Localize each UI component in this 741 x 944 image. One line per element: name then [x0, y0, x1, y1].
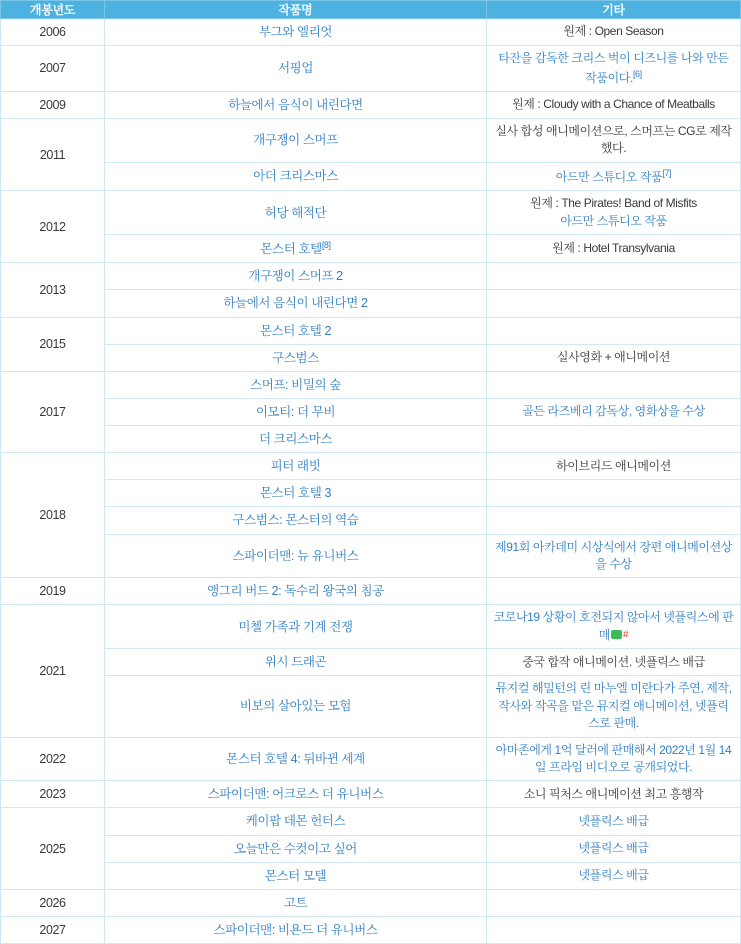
table-row [1, 234, 741, 262]
cell-note[interactable] [487, 46, 741, 92]
cell-title[interactable] [105, 290, 487, 317]
title-link[interactable]: 앵그리 버드 2: 독수리 왕국의 침공 [207, 584, 384, 599]
title-link[interactable]: 비보의 살아있는 모험 [239, 699, 352, 714]
cell-title[interactable] [105, 737, 487, 781]
cell-note [487, 91, 741, 118]
cell-note[interactable] [487, 162, 741, 190]
cell-note [487, 781, 741, 808]
cell-title[interactable] [105, 507, 487, 534]
title-link[interactable]: 서핑업 [277, 61, 314, 76]
cell-title[interactable] [105, 371, 487, 398]
cell-title[interactable] [105, 835, 487, 862]
cell-title[interactable] [105, 649, 487, 676]
money-badge-icon [611, 630, 622, 639]
column-header-note: 기타 [487, 1, 741, 19]
footnote-marker[interactable]: [8] [321, 239, 331, 250]
cell-title[interactable] [105, 862, 487, 889]
table-header [1, 1, 741, 19]
cell-note [487, 263, 741, 290]
cell-year: 2013 [1, 263, 105, 317]
cell-note[interactable] [487, 534, 741, 578]
cell-year: 2007 [1, 46, 105, 92]
cell-note [487, 344, 741, 371]
cell-note [487, 234, 741, 262]
note-text: 원제 : Hotel Transylvania [552, 240, 675, 255]
table-row [1, 46, 741, 92]
title-link[interactable]: 몬스터 호텔 4: 뒤바뀐 세계 [226, 751, 365, 766]
title-link[interactable]: 이모티: 더 무비 [255, 404, 336, 419]
cell-year: 2022 [1, 737, 105, 781]
column-header-year: 개봉년도 [1, 1, 105, 19]
title-link[interactable]: 부그와 엘리엇 [258, 25, 333, 39]
note-text: 원제 : Cloudy with a Chance of Meatballs [512, 97, 715, 112]
cell-note [487, 453, 741, 480]
title-link[interactable]: 하늘에서 음식이 내린다면 [228, 97, 363, 112]
note-text[interactable]: 코로나19 상황이 호전되지 않아서 넷플릭스에 판매 [493, 610, 734, 642]
cell-title[interactable] [105, 916, 487, 943]
table-row [1, 480, 741, 507]
title-link[interactable]: 구스범스: 몬스터의 역습 [232, 513, 359, 528]
cell-title[interactable] [105, 344, 487, 371]
note-text[interactable]: 아마존에게 1억 달러에 판매해서 2022년 1월 14일 프라임 비디오로 공개되었다. [495, 742, 732, 774]
cell-note [487, 889, 741, 916]
table-row [1, 317, 741, 344]
note-text[interactable]: 넷플릭스 배급 [578, 813, 649, 828]
note-text[interactable]: 넷플릭스 배급 [578, 840, 649, 855]
table-row [1, 916, 741, 943]
title-link[interactable]: 스파이더맨: 뉴 유니버스 [232, 548, 359, 563]
title-link[interactable]: 몬스터 호텔 [260, 242, 322, 257]
table-row [1, 263, 741, 290]
cell-year: 2019 [1, 578, 105, 605]
cell-title[interactable] [105, 578, 487, 605]
title-link[interactable]: 허당 해적단 [264, 205, 327, 220]
column-header-title: 작품명 [105, 1, 487, 19]
cell-title[interactable] [105, 46, 487, 92]
hash-icon: # [623, 629, 629, 641]
cell-title[interactable] [105, 605, 487, 649]
title-link[interactable]: 고트 [283, 895, 308, 910]
footnote-marker[interactable]: [7] [662, 167, 672, 178]
cell-note [487, 649, 741, 676]
cell-note[interactable] [487, 737, 741, 781]
table-row [1, 398, 741, 425]
cell-note [487, 290, 741, 317]
cell-title[interactable] [105, 398, 487, 425]
table-row [1, 191, 741, 235]
cell-title[interactable] [105, 781, 487, 808]
title-link[interactable]: 스파이더맨: 어크로스 더 유니버스 [207, 787, 384, 802]
cell-note[interactable] [487, 808, 741, 835]
note-text[interactable]: 타잔을 감독한 크리스 벅이 디즈니를 나와 만든 작품이다. [498, 51, 729, 85]
title-link[interactable]: 하늘에서 음식이 내린다면 2 [223, 296, 368, 311]
cell-note [487, 317, 741, 344]
note-text: 원제 : Open Season [563, 24, 664, 39]
cell-title[interactable] [105, 263, 487, 290]
table-row [1, 371, 741, 398]
table-body [1, 19, 741, 944]
table-row [1, 676, 741, 737]
cell-year: 2012 [1, 191, 105, 263]
cell-title[interactable] [105, 162, 487, 190]
cell-note [487, 371, 741, 398]
title-link[interactable]: 개구쟁이 스머프 2 [248, 269, 343, 284]
note-text: 중국 합작 애니메이션. 넷플릭스 배급 [522, 654, 705, 669]
cell-year: 2015 [1, 317, 105, 371]
note-line[interactable]: 아드만 스튜디오 작품 [560, 213, 667, 228]
title-link[interactable]: 오늘만은 수컷이고 싶어 [234, 841, 357, 856]
cell-title[interactable] [105, 191, 487, 235]
title-link[interactable]: 개구쟁이 스머프 [253, 133, 338, 148]
table-row [1, 781, 741, 808]
title-link[interactable]: 위시 드래곤 [264, 655, 327, 670]
cell-title[interactable] [105, 91, 487, 118]
footnote-marker[interactable]: [6] [632, 68, 642, 79]
table-row [1, 862, 741, 889]
table-row [1, 344, 741, 371]
table-header-row [1, 1, 741, 19]
table-row [1, 453, 741, 480]
cell-note [487, 916, 741, 943]
cell-note [487, 191, 741, 235]
cell-note [487, 119, 741, 163]
cell-note[interactable] [487, 862, 741, 889]
title-link[interactable]: 스파이더맨: 비욘드 더 유니버스 [213, 922, 378, 937]
title-link[interactable]: 아더 크리스마스 [253, 169, 338, 184]
cell-title[interactable] [105, 676, 487, 737]
cell-title[interactable] [105, 317, 487, 344]
title-link[interactable]: 케이팝 데몬 헌터스 [245, 814, 346, 829]
title-link[interactable]: 구스범스 [272, 350, 319, 365]
table-row [1, 162, 741, 190]
cell-note [487, 507, 741, 534]
table-row [1, 889, 741, 916]
cell-year: 2017 [1, 371, 105, 452]
note-text: 실사 합성 애니메이션으로, 스머프는 CG로 제작했다. [495, 124, 732, 156]
cell-title[interactable] [105, 534, 487, 578]
cell-note [487, 578, 741, 605]
note-text: 실사영화 + 애니메이션 [556, 350, 671, 364]
title-link[interactable]: 피터 래빗 [270, 459, 321, 474]
title-link[interactable]: 몬스터 모텔 [264, 868, 327, 883]
cell-year: 2025 [1, 808, 105, 889]
table-row [1, 91, 741, 118]
table-row [1, 290, 741, 317]
table-row [1, 507, 741, 534]
note-line: 원제 : The Pirates! Band of Misfits [530, 196, 697, 211]
table-row [1, 649, 741, 676]
table-row [1, 737, 741, 781]
cell-year: 2009 [1, 91, 105, 118]
cell-title[interactable] [105, 19, 487, 46]
cell-year: 2011 [1, 119, 105, 191]
cell-title[interactable] [105, 808, 487, 835]
note-text[interactable]: 골든 라즈베리 감독상, 영화상을 수상 [522, 404, 705, 419]
cell-note[interactable] [487, 835, 741, 862]
table-row [1, 426, 741, 453]
note-text: 소니 픽처스 애니메이션 최고 흥행작 [523, 786, 704, 801]
note-text[interactable]: 제91회 아카데미 시상식에서 장편 애니메이션상을 수상 [495, 539, 732, 571]
table-row [1, 19, 741, 46]
cell-title[interactable] [105, 889, 487, 916]
cell-year: 2026 [1, 889, 105, 916]
cell-note[interactable] [487, 676, 741, 737]
cell-year: 2023 [1, 781, 105, 808]
table-row [1, 605, 741, 649]
note-text[interactable]: 아드만 스튜디오 작품 [555, 169, 663, 184]
cell-title[interactable] [105, 234, 487, 262]
table-row [1, 808, 741, 835]
cell-title[interactable] [105, 426, 487, 453]
cell-note [487, 19, 741, 46]
cell-note [487, 426, 741, 453]
note-text: 하이브리드 애니메이션 [556, 458, 671, 473]
cell-title[interactable] [105, 453, 487, 480]
cell-note [487, 480, 741, 507]
cell-year: 2027 [1, 916, 105, 943]
cell-note[interactable] [487, 605, 741, 649]
table-row [1, 835, 741, 862]
note-text[interactable]: 넷플릭스 배급 [578, 868, 649, 883]
title-link[interactable]: 스머프: 비밀의 숲 [250, 377, 341, 392]
cell-title[interactable] [105, 119, 487, 163]
table-row [1, 119, 741, 163]
table-row [1, 578, 741, 605]
cell-title[interactable] [105, 480, 487, 507]
table-row [1, 534, 741, 578]
title-link[interactable]: 더 크리스마스 [258, 432, 333, 447]
cell-year: 2006 [1, 19, 105, 46]
note-text[interactable]: 뮤지컬 해밀턴의 린 마누엘 미란다가 주연, 제작, 작사와 작곡을 맡은 뮤지컬 애니메이션, 넷플릭스로 판매. [495, 681, 732, 731]
cell-year: 2021 [1, 605, 105, 737]
cell-note[interactable] [487, 398, 741, 425]
cell-year: 2018 [1, 453, 105, 578]
title-link[interactable]: 몬스터 호텔 2 [259, 323, 332, 338]
title-link[interactable]: 몬스터 호텔 3 [259, 486, 332, 501]
title-link[interactable]: 미첼 가족과 기계 전쟁 [238, 619, 353, 634]
